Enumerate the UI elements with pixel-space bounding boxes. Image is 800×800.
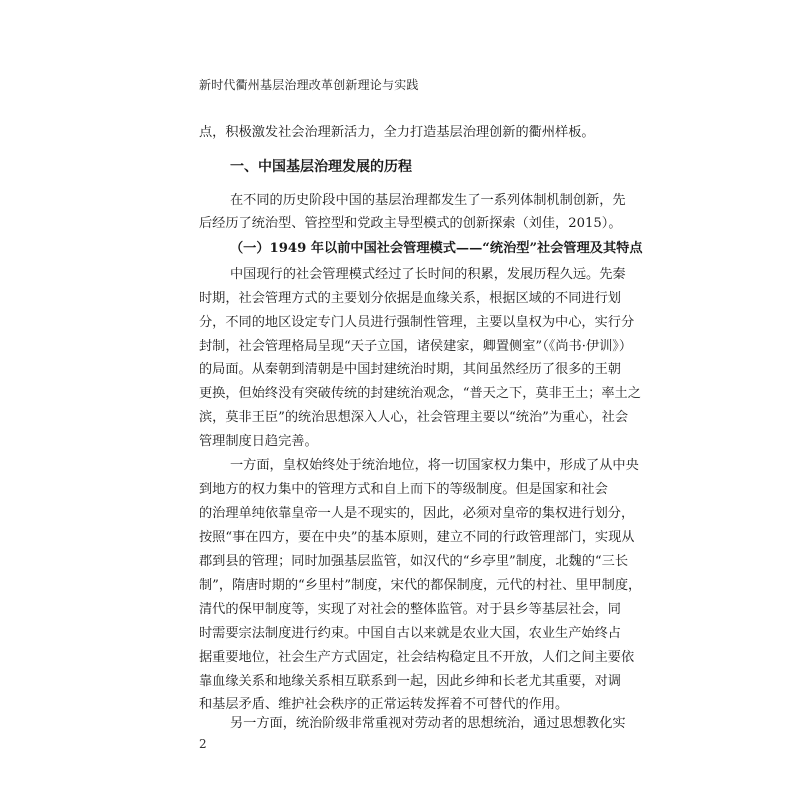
section-paragraph-line: 后经历了统治型、管控型和党政主导型模式的创新探索（刘佳，2015）。 bbox=[199, 216, 622, 231]
paragraph-1-line: 管理制度日趋完善。 bbox=[199, 434, 318, 449]
page-number: 2 bbox=[199, 737, 207, 751]
paragraph-1-line: 中国现行的社会管理模式经过了长时间的积累，发展历程久远。先秦 bbox=[230, 267, 626, 282]
paragraph-1-line: 的局面。从秦朝到清朝是中国封建统治时期，其间虽然经历了很多的王朝 bbox=[199, 362, 621, 377]
intro-continuation: 点，积极激发社会治理新活力，全力打造基层治理创新的衢州样板。 bbox=[199, 125, 595, 140]
paragraph-1-line: 时期，社会管理方式的主要划分依据是血缘关系，根据区域的不同进行划 bbox=[199, 291, 621, 306]
paragraph-2-line: 郡到县的管理；同时加强基层监管，如汉代的“乡亭里”制度，北魏的“三长 bbox=[199, 554, 629, 569]
paragraph-2-line: 靠血缘关系和地缘关系相互联系到一起，因此乡绅和长老尤其重要，对调 bbox=[199, 674, 621, 689]
paragraph-1-line: 分，不同的地区设定专门人员进行强制性管理，主要以皇权为中心，实行分 bbox=[199, 315, 635, 330]
running-header: 新时代衢州基层治理改革创新理论与实践 bbox=[199, 78, 419, 92]
paragraph-2-line: 据重要地位，社会生产方式固定，社会结构稳定且不开放，人们之间主要依 bbox=[199, 650, 635, 665]
paragraph-2-line: 的治理单纯依靠皇帝一人是不现实的，因此，必须对皇帝的集权进行划分， bbox=[199, 506, 635, 521]
paragraph-1-line: 封制，社会管理格局呈现“天子立国，诸侯建家，卿置侧室”（《尚书·伊训》） bbox=[199, 339, 633, 354]
paragraph-2-line: 和基层矛盾、维护社会秩序的正常运转发挥着不可替代的作用。 bbox=[199, 697, 569, 712]
paragraph-2-line: 到地方的权力集中的管理方式和自上而下的等级制度。但是国家和社会 bbox=[199, 482, 608, 497]
paragraph-3-line: 另一方面，统治阶级非常重视对劳动者的思想统治，通过思想教化实 bbox=[230, 716, 626, 731]
paragraph-2-line: 制”，隋唐时期的“乡里村”制度，宋代的都保制度，元代的村社、里甲制度， bbox=[199, 578, 642, 593]
section-paragraph-line: 在不同的历史阶段中国的基层治理都发生了一系列体制机制创新，先 bbox=[230, 193, 626, 208]
subsection-heading: （一）1949 年以前中国社会管理模式——“统治型”社会管理及其特点 bbox=[230, 241, 643, 256]
paragraph-2-line: 清代的保甲制度等，实现了对社会的整体监管。对于县乡等基层社会，同 bbox=[199, 602, 621, 617]
paragraph-1-line: 滨，莫非王臣”的统治思想深入人心，社会管理主要以“统治”为重心，社会 bbox=[199, 410, 629, 425]
paragraph-2-line: 一方面，皇权始终处于统治地位，将一切国家权力集中，形成了从中央 bbox=[230, 458, 639, 473]
paragraph-2-line: 按照“事在四方，要在中央”的基本原则，建立不同的行政管理部门，实现从 bbox=[199, 530, 635, 545]
paragraph-1-line: 更换，但始终没有突破传统的封建统治观念，“普天之下，莫非王土；率土之 bbox=[199, 386, 641, 401]
section-heading: 一、中国基层治理发展的历程 bbox=[230, 159, 412, 175]
paragraph-2-line: 时需要宗法制度进行约束。中国自古以来就是农业大国，农业生产始终占 bbox=[199, 626, 621, 641]
